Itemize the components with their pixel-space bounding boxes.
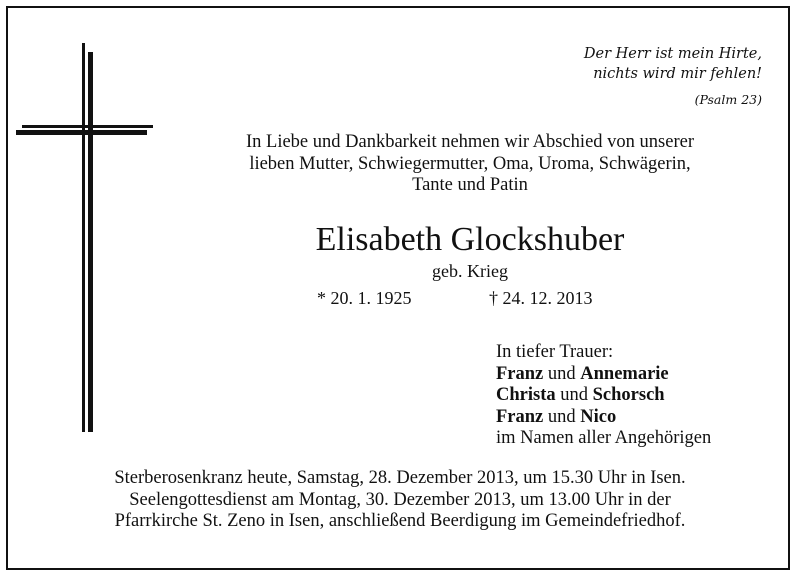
mourners-block xyxy=(496,342,711,450)
service-line-3: Pfarrkirche St. Zeno in Isen, anschließend Beerdigung im Gemeindefriedhof. xyxy=(114,511,686,531)
psalm-line-1: Der Herr ist mein Hirte, xyxy=(583,46,762,62)
deceased-name: Elisabeth Glockshuber xyxy=(315,221,625,258)
mourner-name: Schorsch xyxy=(592,385,665,405)
mourner-join: und xyxy=(543,406,581,427)
mourner-row xyxy=(496,385,711,407)
mourners-heading: In tiefer Trauer: xyxy=(496,342,614,362)
mourner-row xyxy=(496,407,711,429)
service-line-2: Seelengottesdienst am Montag, 30. Dezember 2013, um 13.00 Uhr in der xyxy=(129,489,671,510)
mourner-name: Franz xyxy=(496,363,544,384)
service-line-1: Sterberosenkranz heute, Samstag, 28. Dezember 2013, um 15.30 Uhr in Isen. xyxy=(114,468,686,488)
mourner-join: und xyxy=(555,385,593,405)
mourner-name: Annemarie xyxy=(580,363,669,384)
death-date: † 24. 12. 2013 xyxy=(489,288,593,308)
birth-name: geb. Krieg xyxy=(432,261,508,281)
psalm-reference: (Psalm 23) xyxy=(694,92,762,107)
mourner-join: und xyxy=(543,363,581,384)
psalm-quote xyxy=(584,44,762,110)
intro-line-2: lieben Mutter, Schwiegermutter, Oma, Uroma, Schwägerin, xyxy=(249,153,691,174)
mourner-name: Christa xyxy=(496,385,556,405)
mourner-name: Franz xyxy=(496,406,544,427)
mourner-row xyxy=(496,364,711,386)
intro-line-1: In Liebe und Dankbarkeit nehmen wir Abschied von unserer xyxy=(246,132,694,152)
psalm-line-2: nichts wird mir fehlen! xyxy=(593,66,762,82)
birth-date: * 20. 1. 1925 xyxy=(317,288,412,308)
service-info xyxy=(20,468,780,533)
intro-text xyxy=(170,132,770,197)
intro-line-3: Tante und Patin xyxy=(412,175,528,195)
mourner-name: Nico xyxy=(580,406,617,427)
mourners-closing: im Namen aller Angehörigen xyxy=(496,428,712,448)
